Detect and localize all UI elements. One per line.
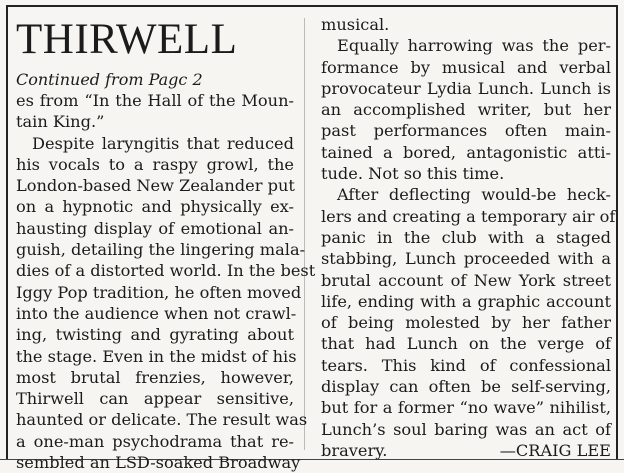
column-right xyxy=(321,14,616,461)
text-line: tears. This kind of confessional xyxy=(321,355,611,375)
text-line: dies of a distorted world. In the best xyxy=(16,261,316,281)
text-line: but for a former “no wave” nihilist, xyxy=(321,398,611,418)
text-line: Despite laryngitis that reduced xyxy=(32,133,294,153)
text-line: guish, detailing the lingering mala- xyxy=(16,240,306,260)
text-line: that had Lunch on the verge of xyxy=(321,334,611,354)
text-line: tained a bored, antagonistic atti- xyxy=(321,142,611,162)
text-line: hausting display of emotional an- xyxy=(16,218,294,238)
right-rule xyxy=(616,5,618,460)
text-line: Iggy Pop tradition, he often moved xyxy=(16,282,302,302)
text-line: his vocals to a raspy growl, the xyxy=(16,154,294,174)
text-line: Lunch’s soul baring was an act of xyxy=(321,419,611,439)
text-line: on a hypnotic and physically ex- xyxy=(16,197,294,217)
text-line: Thirwell can appear sensitive, xyxy=(16,389,294,409)
text-line: musical. xyxy=(321,15,390,34)
text-line: haunted or delicate. The result was xyxy=(16,410,308,430)
final-text: bravery. xyxy=(321,440,388,460)
continued-from-note: Continued from Pagc 2 xyxy=(16,70,203,89)
text-line: display can often be self-serving, xyxy=(321,377,611,397)
text-line: life, ending with a graphic account xyxy=(321,291,611,311)
column-left-body xyxy=(16,90,316,473)
text-line: stabbing, Lunch proceeded with a xyxy=(321,249,611,269)
text-line: panic in the club with a staged xyxy=(321,227,611,247)
text-line: into the audience when not crawl- xyxy=(16,303,297,323)
top-rule xyxy=(6,5,618,7)
text-line: es from “In the Hall of the Moun- xyxy=(16,91,294,110)
text-line: ing, twisting and gyrating about xyxy=(16,325,294,345)
signoff-row xyxy=(321,440,611,461)
text-line: Equally harrowing was the per- xyxy=(337,36,611,56)
text-line: After deflecting would-be heck- xyxy=(337,185,611,205)
text-line: tude. Not so this time. xyxy=(321,164,505,184)
text-line: provocateur Lydia Lunch. Lunch is xyxy=(321,78,611,98)
text-line: London-based New Zealander put xyxy=(16,176,295,196)
text-line: an accomplished writer, but her xyxy=(321,100,611,120)
column-right-body xyxy=(321,14,616,440)
text-line: past performances often main- xyxy=(321,121,611,141)
headline: THIRWELL xyxy=(16,16,238,63)
text-line: of being molested by her father xyxy=(321,313,611,333)
text-line: most brutal frenzies, however, xyxy=(16,367,294,387)
column-left xyxy=(16,16,316,473)
text-line: sembled an LSD-soaked Broadway xyxy=(16,453,301,473)
text-line: the stage. Even in the midst of his xyxy=(16,346,297,366)
text-line: brutal account of New York street xyxy=(321,270,611,290)
text-line: lers and creating a temporary air of xyxy=(321,206,616,226)
column-divider xyxy=(304,18,305,450)
text-line: tain King.” xyxy=(16,112,105,132)
left-rule xyxy=(6,5,8,460)
text-line: formance by musical and verbal xyxy=(321,57,611,77)
text-line: a one-man psychodrama that re- xyxy=(16,431,294,451)
byline: —CRAIG LEE xyxy=(499,440,611,460)
